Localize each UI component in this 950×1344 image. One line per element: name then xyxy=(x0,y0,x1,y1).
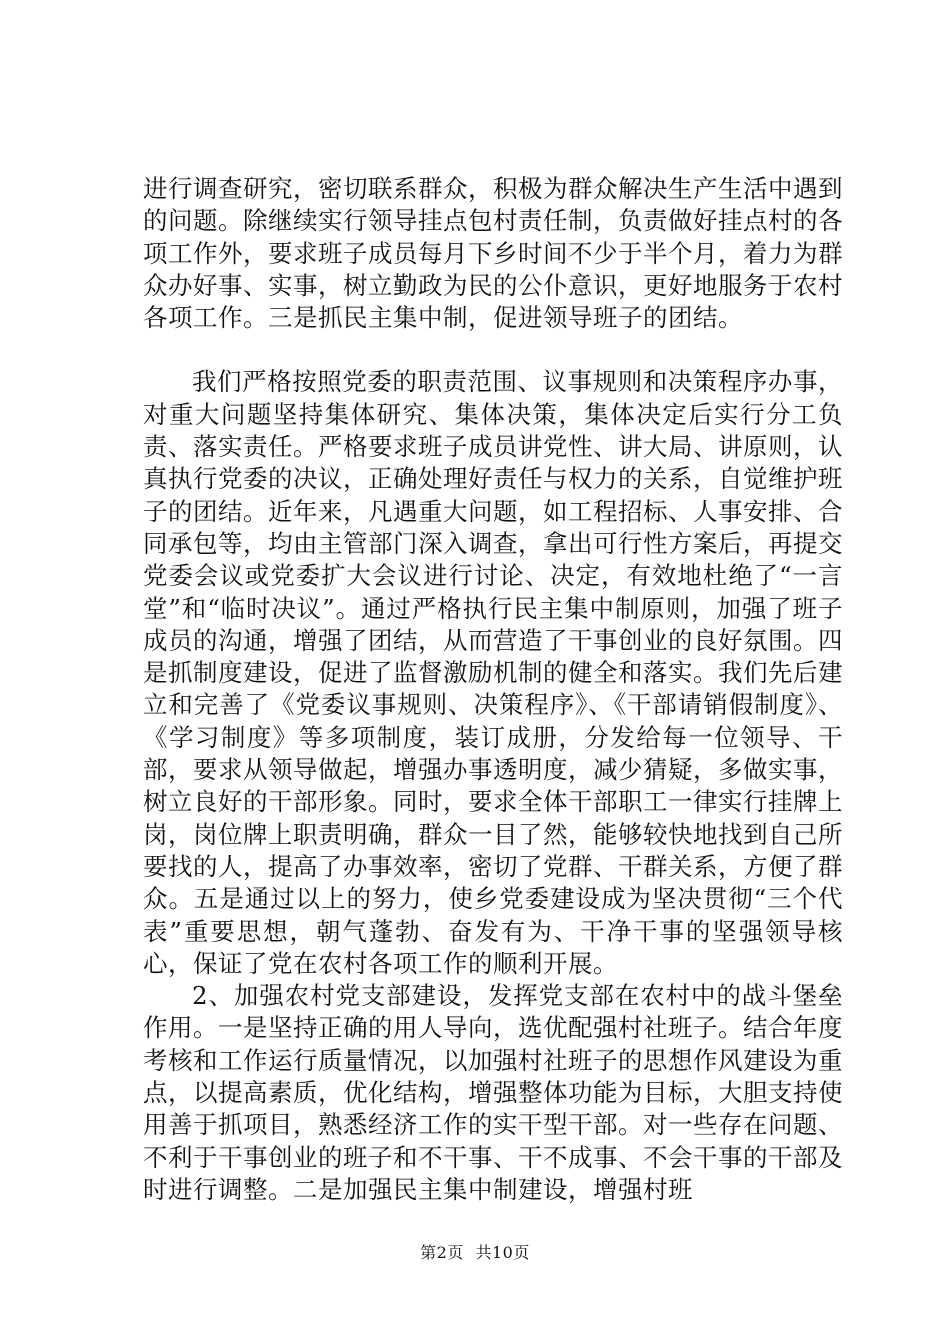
document-body xyxy=(143,173,843,1206)
page-total: 共10页 xyxy=(475,1243,530,1262)
paragraph-3: 2、加强农村党支部建设，发挥党支部在农村中的战斗堡垒作用。一是坚持正确的用人导向，选优配强村社班子。结合年度考核和工作运行质量情况，以加强村社班子的思想作风建设为重点，以提高素质，优化结构，增强整体功能为目标，大胆支持使用善于抓项目，熟悉经济工作的实干型干部。对一些存在问题、不利于干事创业的班子和不干事、干不成事、不会干事的干部及时进行调整。二是加强民主集中制建设，增强村班 xyxy=(143,981,843,1204)
page-number: 第2页 xyxy=(420,1243,464,1262)
paragraph-2: 我们严格按照党委的职责范围、议事规则和决策程序办事，对重大问题坚持集体研究、集体决策，集体决定后实行分工负责、落实责任。严格要求班子成员讲党性、讲大局、讲原则，认真执行党委的决议，正确处理好责任与权力的关系，自觉维护班子的团结。近年来，凡遇重大问题，如工程招标、人事安排、合同承包等，均由主管部门深入调查，拿出可行性方案后，再提交党委会议或党委扩大会议进行讨论、决定，有效地杜绝了“一言堂”和“临时决议”。通过严格执行民主集中制原则，加强了班子成员的沟通，增强了团结，从而营造了干事创业的良好氛围。四是抓制度建设，促进了监督激励机制的健全和落实。我们先后建立和完善了《党委议事规则、决策程序》、《干部请销假制度》、《学习制度》等多项制度，装订成册，分发给每一位领导、干部，要求从领导做起，增强办事透明度，减少猜疑，多做实事，树立良好的干部形象。同时，要求全体干部职工一律实行挂牌上岗，岗位牌上职责明确，群众一目了然，能够较快地找到自己所要找的人，提高了办事效率，密切了党群、干群关系，方便了群众。五是通过以上的努力，使乡党委建设成为坚决贯彻“三个代表”重要思想，朝气蓬勃、奋发有为、干净干事的坚强领导核心，保证了党在农村各项工作的顺利开展。 xyxy=(143,367,843,978)
paragraph-1: 进行调查研究，密切联系群众，积极为群众解决生产生活中遇到的问题。除继续实行领导挂点包村责任制，负责做好挂点村的各项工作外，要求班子成员每月下乡时间不少于半个月，着力为群众办好事、实事，树立勤政为民的公仆意识，更好地服务于农村各项工作。三是抓民主集中制，促进领导班子的团结。 xyxy=(143,174,843,333)
page-footer xyxy=(0,1243,950,1263)
